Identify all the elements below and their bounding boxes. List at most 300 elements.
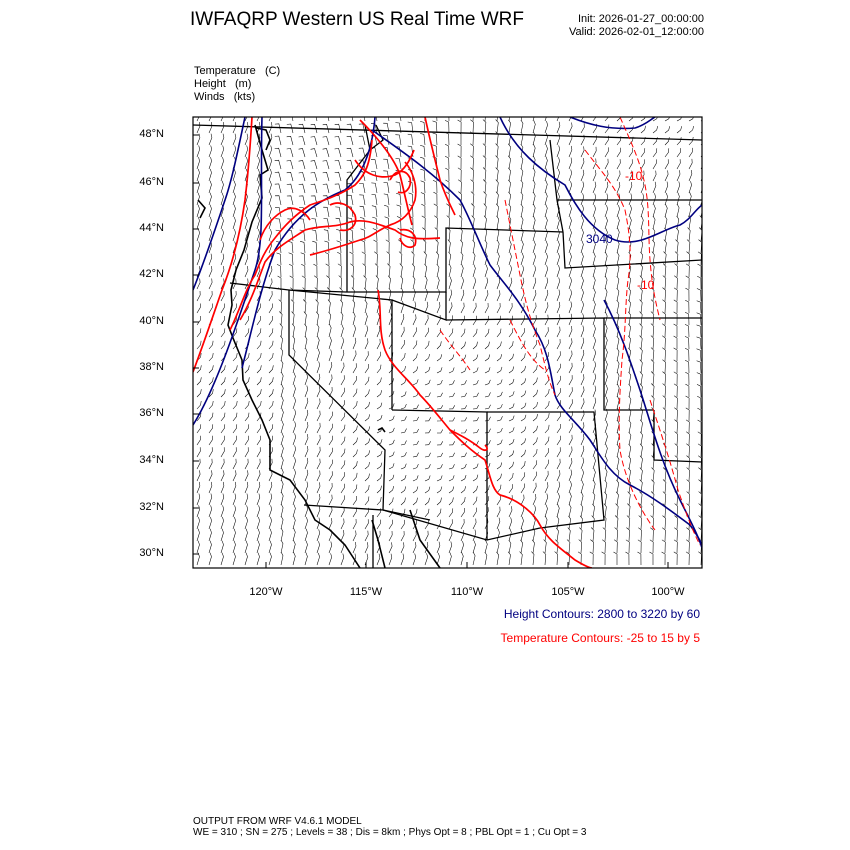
wind-barb [221, 505, 224, 517]
wind-barb [557, 470, 560, 481]
wind-barb [359, 112, 365, 121]
wind-barb [533, 278, 536, 289]
wind-barb [364, 276, 367, 289]
wind-barb [593, 386, 596, 397]
wind-barb [662, 540, 665, 553]
wind-barb [365, 300, 367, 313]
wind-barb [545, 265, 548, 277]
wind-barb [473, 486, 478, 493]
wind-barb [209, 279, 212, 290]
wind-barb [569, 338, 572, 349]
wind-barb [605, 468, 607, 481]
wind-barb [389, 428, 394, 433]
wind-barb [317, 541, 320, 553]
wind-barb [605, 337, 607, 350]
lon-label: 105°W [551, 586, 585, 598]
wind-barb [686, 540, 689, 553]
wind-barb [233, 529, 236, 541]
wind-barb [221, 145, 224, 157]
wind-barb [629, 217, 631, 229]
wind-barb [389, 475, 394, 481]
wind-barb [341, 530, 344, 541]
wind-barb [497, 329, 501, 337]
wind-barb [521, 450, 526, 457]
wind-barb [651, 504, 654, 517]
wind-barb [641, 182, 644, 193]
wind-barb [353, 473, 357, 481]
wind-barb [699, 240, 702, 253]
wind-barb [557, 436, 561, 445]
wind-barb [257, 505, 260, 517]
wind-barb [197, 291, 200, 301]
wind-barb [545, 290, 548, 301]
wind-barb [209, 553, 212, 565]
wind-barb [209, 217, 212, 229]
wind-barb [353, 450, 357, 458]
wind-barb [257, 341, 261, 349]
wind-barb [341, 484, 345, 493]
wind-barb [545, 413, 549, 421]
wind-barb [677, 193, 679, 205]
wind-barb [377, 415, 382, 421]
wind-barb [396, 193, 401, 205]
wind-barb [341, 519, 344, 530]
wind-barb [497, 404, 502, 409]
wind-barb [384, 194, 389, 205]
wind-barb [686, 420, 689, 433]
lat-label: 44°N [139, 222, 164, 234]
wind-barb [197, 254, 200, 265]
wind-barb [592, 504, 594, 517]
wind-barb [301, 253, 305, 265]
wind-barb [557, 482, 560, 493]
wind-barb [689, 137, 693, 145]
wind-barb [245, 157, 248, 169]
wind-barb [305, 434, 308, 445]
wind-barb [663, 420, 666, 433]
wind-barb [617, 264, 619, 277]
wind-barb [640, 372, 643, 385]
wind-barb [509, 517, 512, 529]
wind-barb [593, 349, 596, 361]
wind-barb [221, 181, 224, 193]
wind-barb [257, 517, 260, 529]
wind-barb [593, 457, 596, 469]
wind-barb [293, 421, 296, 433]
wind-barb [437, 453, 443, 457]
height-contour-label: 3040 [586, 232, 613, 246]
wind-barb [664, 240, 667, 253]
wind-barb [413, 453, 419, 457]
wind-barb [353, 300, 355, 313]
wind-barb [665, 170, 668, 181]
wind-barb [197, 365, 201, 373]
wind-barb [413, 379, 418, 385]
wind-barb [353, 363, 356, 373]
wind-barb [697, 408, 701, 421]
wind-barb [281, 421, 283, 433]
wind-barb [335, 160, 341, 169]
wind-barb [497, 303, 500, 313]
wind-barb [389, 301, 391, 313]
wind-barb [674, 384, 677, 397]
wind-barb [605, 433, 608, 445]
wind-barb [557, 516, 559, 529]
wind-barb [221, 529, 224, 541]
wind-barb [662, 324, 665, 337]
wind-barb [521, 438, 526, 445]
wind-barb [401, 429, 407, 434]
wind-barb [569, 181, 572, 193]
wind-barb [605, 147, 608, 157]
wind-barb [445, 120, 449, 133]
wind-barb [545, 157, 547, 169]
lon-label: 120°W [249, 586, 283, 598]
wind-barb [385, 228, 389, 241]
wind-barb [269, 377, 273, 385]
wind-barb [557, 302, 560, 313]
wind-barb [497, 552, 499, 565]
wind-barb [401, 276, 403, 289]
wind-barb [569, 111, 572, 121]
wind-barb [626, 552, 630, 565]
wind-barb [197, 122, 200, 133]
wind-barb [445, 132, 449, 145]
wind-barb [640, 456, 643, 469]
wind-barb [335, 148, 341, 157]
wind-barb [293, 469, 296, 481]
wind-barb [329, 337, 332, 349]
wind-barb [281, 409, 283, 421]
wind-barb [685, 384, 689, 397]
wind-barb [533, 402, 538, 409]
wind-barb [221, 304, 224, 314]
wind-barb [245, 553, 248, 565]
wind-barb [581, 241, 583, 253]
wind-barb [543, 552, 546, 565]
wind-barb [641, 193, 644, 205]
wind-barb [470, 168, 473, 181]
wind-barb [458, 120, 462, 133]
wind-barb [473, 541, 476, 553]
wind-barb [269, 341, 273, 349]
wind-barb [293, 552, 295, 565]
wind-barb [329, 448, 333, 457]
wind-barb [233, 447, 236, 457]
wind-barb [401, 288, 403, 301]
wind-barb [593, 159, 596, 170]
wind-barb [521, 461, 525, 469]
wind-barb [581, 217, 584, 229]
wind-barb [445, 108, 449, 121]
wind-barb [533, 460, 537, 469]
wind-barb [557, 412, 561, 421]
wind-barb [590, 552, 593, 565]
wind-barb [374, 240, 378, 253]
wind-barb [323, 137, 329, 146]
wind-barb [497, 253, 499, 265]
wind-barb [315, 288, 318, 301]
wind-barb [509, 204, 511, 217]
wind-barb [413, 341, 417, 350]
wind-barb [605, 159, 608, 169]
wind-barb [581, 458, 584, 470]
wind-barb [508, 120, 510, 133]
wind-barb [651, 324, 654, 337]
wind-barb [311, 149, 317, 157]
lon-label: 100°W [651, 586, 685, 598]
wind-barb [197, 241, 200, 253]
wind-barb [461, 290, 464, 301]
wind-barb [699, 516, 702, 529]
wind-barb [557, 157, 560, 169]
wind-barb [689, 115, 694, 121]
wind-barb [257, 217, 260, 229]
wind-barb [605, 324, 607, 337]
wind-barb [650, 540, 653, 553]
wind-barb [245, 205, 248, 217]
wind-barb [233, 145, 236, 157]
wind-barb [365, 364, 369, 373]
wind-barb [221, 341, 225, 349]
wind-barb [197, 529, 200, 541]
wind-barb [221, 389, 225, 397]
wind-barb [377, 520, 380, 529]
wind-barb [569, 435, 572, 445]
wind-barb [413, 475, 418, 481]
wind-barb [675, 264, 678, 277]
wind-barb [485, 290, 488, 301]
wind-barb [545, 389, 549, 397]
wind-barb [365, 338, 368, 349]
wind-barb [627, 504, 630, 517]
wind-barb [581, 182, 584, 194]
wind-barb [473, 265, 475, 277]
wind-barb [329, 495, 332, 505]
wind-barb [233, 470, 236, 481]
wind-barb [209, 365, 213, 373]
wind-barb [299, 196, 305, 205]
wind-barb [269, 401, 273, 409]
wind-barb [545, 505, 548, 517]
variable-winds-unit: (kts) [233, 91, 256, 103]
wind-barb [651, 336, 654, 349]
wind-barb [389, 497, 393, 505]
wind-barb [269, 365, 273, 373]
wind-barb [533, 449, 537, 457]
wind-barb [533, 303, 536, 313]
wind-barb [437, 531, 440, 541]
wind-barb [389, 531, 392, 541]
wind-barb [497, 463, 502, 470]
wind-barb [245, 266, 248, 277]
wind-barb [209, 145, 212, 157]
wind-barb [687, 492, 690, 505]
wind-barb [374, 252, 377, 265]
wind-barb [629, 148, 633, 157]
wind-barb [521, 391, 526, 397]
wind-barb [653, 148, 657, 157]
wind-barb [372, 206, 377, 217]
wind-barb [509, 506, 512, 517]
wind-barb [341, 449, 345, 457]
wind-barb [245, 111, 248, 122]
wind-barb [245, 134, 248, 145]
wind-barb [605, 194, 608, 206]
wind-barb [651, 384, 654, 398]
wind-barb [581, 123, 584, 133]
wind-barb [639, 492, 642, 505]
wind-barb [581, 112, 584, 122]
wind-barb [221, 229, 224, 241]
wind-barb [674, 528, 677, 541]
wind-barb [197, 517, 200, 529]
wind-barb [617, 468, 619, 481]
wind-barb [221, 316, 225, 325]
wind-barb [449, 252, 451, 265]
wind-barb [545, 302, 548, 313]
wind-barb [386, 240, 389, 253]
wind-barb [699, 504, 702, 517]
wind-barb [509, 391, 514, 397]
wind-barb [664, 252, 667, 265]
wind-barb [421, 181, 425, 193]
wind-barb [473, 355, 478, 361]
wind-barb [288, 241, 293, 253]
wind-barb [275, 112, 281, 122]
wind-barb [581, 481, 583, 493]
wind-barb [674, 348, 678, 361]
wind-barb [629, 193, 632, 205]
wind-barb [389, 542, 392, 553]
wind-barb [674, 324, 677, 337]
wind-barb [533, 253, 536, 265]
wind-barb [533, 390, 538, 397]
wind-barb [197, 169, 200, 181]
wind-barb [401, 486, 406, 493]
wind-barb [497, 278, 500, 289]
wind-barb [233, 122, 236, 133]
wind-barb [638, 540, 641, 553]
lat-label: 48°N [139, 128, 164, 140]
wind-barb [275, 172, 281, 181]
wind-barb [209, 505, 212, 517]
wind-barb [461, 519, 464, 529]
wind-barb [245, 401, 249, 409]
wind-barb [569, 314, 572, 325]
wind-barb [221, 470, 224, 481]
wind-barb [697, 276, 701, 289]
wind-barb [326, 276, 329, 289]
wind-barb [677, 115, 682, 121]
wind-barb [233, 217, 236, 229]
wind-barb [458, 108, 461, 121]
wind-barb [674, 408, 677, 421]
wind-barb [413, 327, 416, 337]
wind-barb [209, 169, 212, 181]
wind-barb [376, 276, 379, 289]
wind-barb [311, 184, 317, 193]
wind-barb [651, 360, 654, 374]
wind-barb [449, 329, 453, 338]
wind-barb [221, 169, 224, 181]
wind-barb [245, 517, 248, 529]
wind-barb [257, 353, 261, 361]
wind-barb [269, 328, 273, 337]
wind-barb [425, 367, 430, 373]
wind-barb [425, 393, 431, 398]
wind-barb [569, 302, 572, 314]
wind-barb [569, 399, 572, 409]
wind-barb [497, 354, 502, 361]
wind-barb [353, 519, 356, 529]
wind-barb [470, 156, 473, 169]
wind-barb [425, 354, 430, 361]
wind-barb [509, 484, 513, 493]
wind-barb [653, 193, 656, 205]
wind-barb [269, 304, 272, 314]
wind-barb [557, 364, 560, 373]
wind-barb [275, 196, 281, 205]
wind-barb [197, 389, 201, 397]
wind-barb [557, 388, 561, 397]
wind-barb [640, 444, 642, 457]
wind-barb [496, 108, 499, 121]
wind-barb [665, 148, 669, 157]
wind-barb [335, 136, 341, 145]
wind-barb [640, 420, 642, 433]
wind-barb [605, 349, 607, 361]
valid-time: Valid: 2026-02-01_12:00:00 [569, 26, 704, 38]
wind-barb [685, 288, 689, 301]
wind-barb [685, 324, 689, 337]
wind-barb [245, 254, 248, 265]
wind-barb [329, 412, 332, 421]
wind-barb [581, 170, 584, 181]
wind-barb [257, 470, 260, 481]
wind-barb [629, 456, 631, 469]
wind-barb [269, 389, 273, 397]
wind-barb [197, 424, 201, 433]
wind-barb [662, 336, 665, 349]
wind-barb [626, 540, 629, 553]
wind-barb [336, 229, 341, 241]
wind-barb [698, 252, 701, 265]
wind-barb [569, 516, 571, 529]
lat-label: 42°N [139, 268, 164, 280]
wind-barb [401, 366, 406, 373]
wind-barb [233, 353, 237, 361]
wind-barb [233, 494, 236, 506]
wind-barb [665, 126, 670, 133]
wind-barb [245, 122, 248, 133]
wind-barb [544, 540, 547, 553]
wind-barb [533, 426, 538, 433]
wind-barb [413, 498, 418, 505]
wind-barb [650, 528, 653, 541]
wind-barb [605, 445, 607, 457]
wind-barb [545, 241, 548, 253]
wind-barb [473, 277, 476, 289]
wind-barb [485, 316, 489, 325]
wind-barb [335, 172, 341, 181]
wind-barb [449, 277, 452, 289]
wind-barb [401, 452, 407, 457]
wind-barb [508, 180, 510, 193]
wind-barb [279, 312, 282, 326]
wind-barb [579, 540, 582, 553]
wind-barb [497, 529, 500, 541]
